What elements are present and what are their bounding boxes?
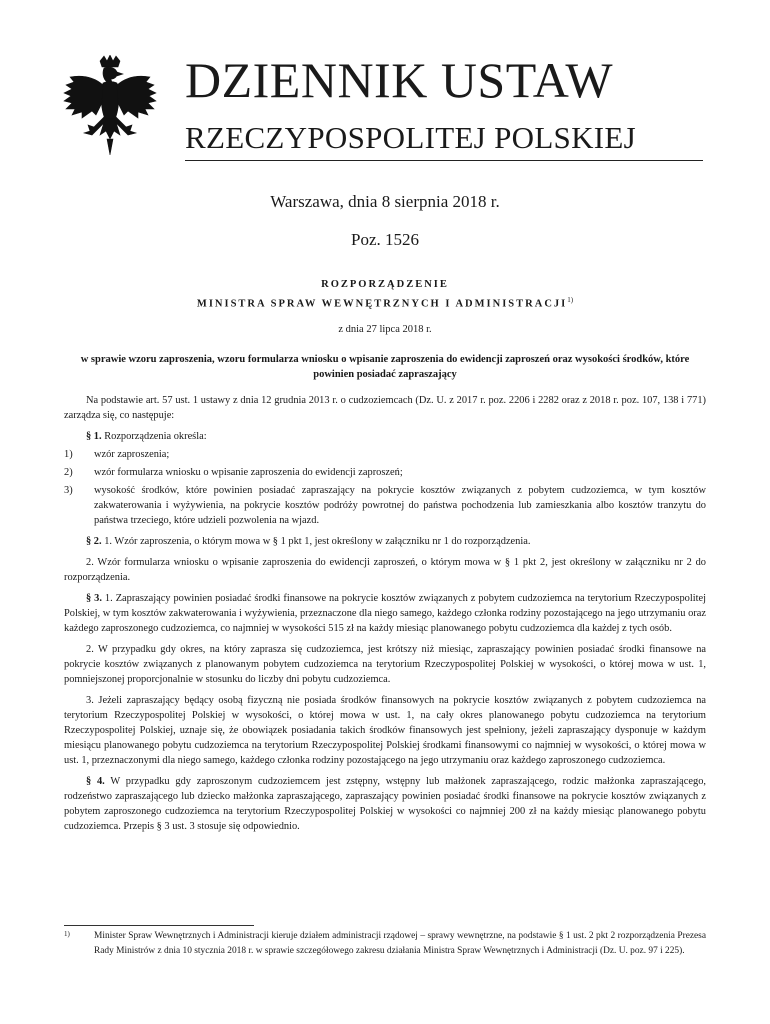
list-item-text: wysokość środków, które powinien posiadać zapraszający na pokrycie kosztów związanych z pobytem cudzoziemca, w tym kosztów zakwaterowania i wyżywienia, na pokrycie kosztów podróży powrotnej do państwa pochodzenia lub zamieszkania albo kosztów tranzytu do państwa trzeciego, które udzieli pozwolenia na wjazd. (94, 485, 706, 526)
section-1-list (64, 447, 706, 528)
footnote-divider (64, 925, 254, 926)
list-item (64, 483, 706, 528)
section-1 (64, 429, 706, 444)
section-1-label: § 1. (86, 431, 102, 442)
publication-date: Warszawa, dnia 8 sierpnia 2018 r. (270, 192, 500, 211)
gazette-subtitle: RZECZYPOSPOLITEJ POLSKIEJ (185, 120, 637, 155)
section-3-paragraph-1 (64, 591, 706, 636)
section-3-text: 1. Zapraszający powinien posiadać środki finansowe na pokrycie kosztów związanych z pobytem cudzoziemca na terytorium Rzeczypospolitej Polskiej, w tym kosztów zakwaterowania i wyżywienia, przeznaczone dla niego samego, każdego członka rodziny pozostającego na jego utrzymaniu oraz każdego zaproszonego cudzoziemca, co najmniej w wysokości 515 zł na każdy miesiąc planowanego pobytu cudzoziemca dla każdej z tych osób. (64, 593, 706, 634)
section-3-paragraph-2: 2. W przypadku gdy okres, na który zaprasza się cudzoziemca, jest krótszy niż miesiąc, zapraszający powinien posiadać środki finansowe na pokrycie kosztów związanych z planowanym pobytem cudzoziemca na terytorium Rzeczypospolitej Polskiej w wysokości, o której mowa w ust. 1, pomniejszonej proporcjonalnie w stosunku do liczby dni pobytu cudzoziemca. (64, 644, 706, 685)
list-item-number: 1) (64, 449, 73, 460)
section-2-paragraph-2: 2. Wzór formularza wniosku o wpisanie zaproszenia do ewidencji zaproszeń, o którym mowa w § 1 pkt 2, jest określony w załączniku nr 2 do rozporządzenia. (64, 557, 706, 583)
list-item-text: wzór formularza wniosku o wpisanie zaproszenia do ewidencji zaproszeń; (94, 467, 403, 478)
preamble: Na podstawie art. 57 ust. 1 ustawy z dnia 12 grudnia 2013 r. o cudzoziemcach (Dz. U. z 2017 r. poz. 2206 i 2282 oraz z 2018 r. poz. 107, 138 i 771) zarządza się, co następuje: (64, 395, 706, 421)
list-item-number: 3) (64, 485, 73, 496)
section-3-label: § 3. (86, 593, 102, 604)
polish-eagle-emblem-icon (60, 55, 160, 163)
footnote (64, 929, 706, 959)
section-2-text: 1. Wzór zaproszenia, o którym mowa w § 1 pkt 1, jest określony w załączniku nr 1 do rozporządzenia. (101, 536, 531, 547)
act-date: z dnia 27 lipca 2018 r. (338, 324, 432, 335)
section-2-label: § 2. (86, 536, 102, 547)
section-1-text: Rozporządzenia określa: (101, 431, 207, 442)
masthead-divider (185, 160, 703, 161)
list-item-number: 2) (64, 467, 73, 478)
footnote-ref: 1) (567, 296, 574, 304)
section-4-label: § 4. (86, 776, 105, 787)
list-item (64, 447, 706, 462)
footnote-mark: 1) (64, 930, 70, 938)
act-subject: w sprawie wzoru zaproszenia, wzoru formularza wniosku o wpisanie zaproszenia do ewidencji zaproszeń oraz wysokości środków, które powinien posiadać zapraszający (80, 354, 690, 380)
list-item (64, 465, 706, 480)
footnote-text: Minister Spraw Wewnętrznych i Administracji kieruje działem administracji rządowej – sprawy wewnętrzne, na podstawie § 1 ust. 2 pkt 2 rozporządzenia Prezesa Rady Ministrów z dnia 10 stycznia 2018 r. w sprawie szczegółowego zakresu działania Ministra Spraw Wewnętrznych i Administracji (Dz. U. poz. 97 i 225). (94, 931, 706, 956)
position-number: Poz. 1526 (351, 230, 419, 249)
act-author-text: MINISTRA SPRAW WEWNĘTRZNYCH I ADMINISTRACJI (196, 298, 568, 310)
act-body (64, 393, 706, 840)
act-type: ROZPORZĄDZENIE (321, 279, 449, 290)
act-author (0, 296, 770, 310)
list-item-text: wzór zaproszenia; (94, 449, 170, 460)
section-3-paragraph-3: 3. Jeżeli zapraszający będący osobą fizyczną nie posiada środków finansowych na pokrycie kosztów związanych z pobytem cudzoziemca na terytorium Rzeczypospolitej Polskiej w wysokości, o której mowa w ust. 1, na cały okres planowanego pobytu cudzoziemca na terytorium Rzeczypospolitej Polskiej, uznaje się, że obowiązek posiadania takich środków finansowych jest spełniony, jeżeli zapraszający dysponuje w każdym miesiącu planowanego pobytu cudzoziemca na terytorium Rzeczypospolitej Polskiej środkami finansowymi co najmniej w wysokości, o której mowa w ust. 1, przeznaczonymi dla niego samego, każdego członka rodziny pozostającego na jego utrzymaniu oraz każdego zaproszonego cudzoziemca. (64, 695, 706, 766)
section-4 (64, 774, 706, 834)
section-4-text: W przypadku gdy zaproszonym cudzoziemcem jest zstępny, wstępny lub małżonek zapraszającego, rodzic małżonka zapraszającego, rodzeństwo zapraszającego lub dziecko małżonka zapraszającego, zapraszający powinien posiadać środki finansowe na pokrycie kosztów związanych z pobytem zaproszonego cudzoziemca na terytorium Rzeczypospolitej Polskiej w wysokości co najmniej 200 zł na każdy miesiąc planowanego pobytu cudzoziemca. Przepis § 3 ust. 3 stosuje się odpowiednio. (64, 776, 706, 832)
gazette-title: DZIENNIK USTAW (185, 52, 614, 108)
section-2-paragraph-1 (64, 534, 706, 549)
